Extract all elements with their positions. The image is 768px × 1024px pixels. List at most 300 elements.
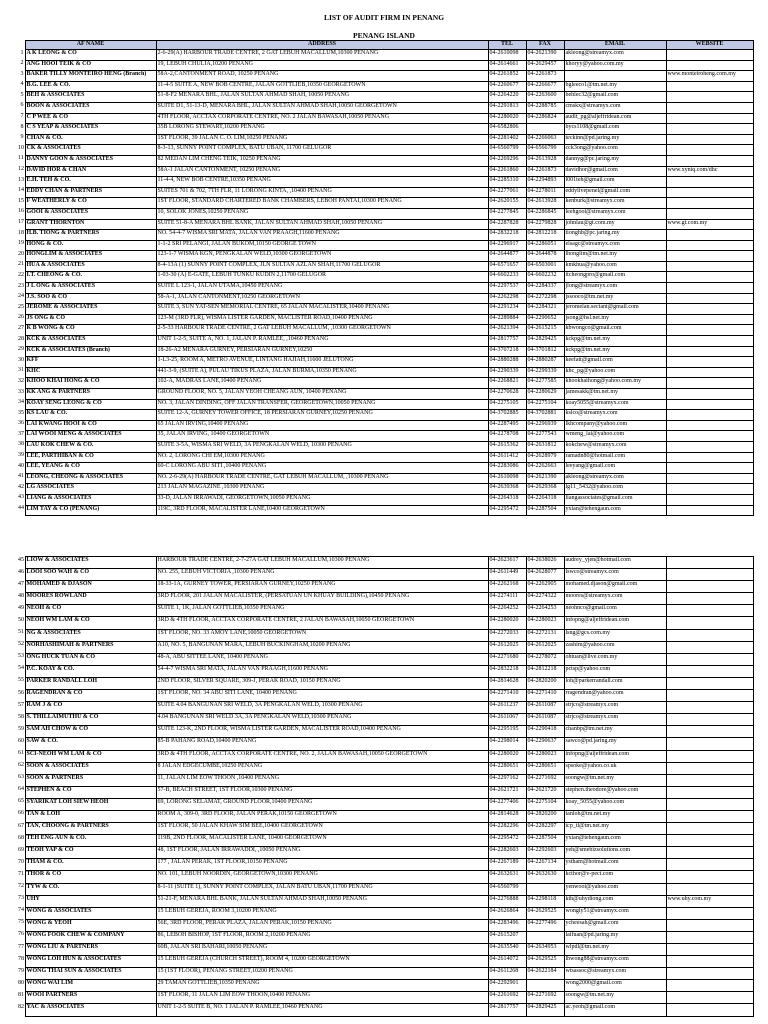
- fax: 04-2829425: [526, 336, 564, 347]
- row-number: 64: [17, 786, 25, 798]
- email[interactable]: strjco@streamyx.com: [564, 702, 666, 714]
- table-row: [17, 505, 753, 516]
- website: [666, 187, 753, 198]
- address: 119B, 2ND FLOOR, MACALISTER LANE, 10400 GEORGETOWN: [156, 835, 488, 847]
- website[interactable]: www.xyniq.com/dhc: [666, 166, 753, 177]
- website: [666, 738, 753, 750]
- firm-name: CHAN & CO.: [25, 134, 156, 145]
- email[interactable]: wmeng_lai@yahoo.com: [564, 431, 666, 442]
- firm-name: DANNY GOON & ASSOCIATES: [25, 155, 156, 166]
- email[interactable]: cmskx@streamyx.com: [564, 102, 666, 113]
- table-row: [17, 441, 753, 452]
- row-number: 60: [17, 738, 25, 750]
- tel: 04-2615362: [488, 441, 526, 452]
- email[interactable]: yenwooi@yahoo.com: [564, 883, 666, 895]
- fax: 04-2622184: [526, 968, 564, 980]
- table-row: [17, 124, 753, 135]
- fax: 04-2261873: [526, 166, 564, 177]
- tel: 04-2261692: [488, 992, 526, 1004]
- fax: 04-2271410: [526, 690, 564, 702]
- tel: 04-2277061: [488, 187, 526, 198]
- tel: 04-2287495: [488, 420, 526, 431]
- address: HARBOUR TRADE CENTRE, 2-7-27A GAT LEBUH MACALLUM,10300 PENANG: [156, 557, 488, 569]
- firm-name: NEOH & CO: [25, 605, 156, 617]
- row-number: 47: [17, 581, 25, 593]
- tel: 04-6582806: [488, 124, 526, 135]
- address: NO. 101, LEBUH NOORDIN, GEORGETOWN,10300 PENANG: [156, 871, 488, 883]
- table-row: [17, 389, 753, 400]
- tel: 04-2817757: [488, 1004, 526, 1016]
- tel: 04-2289884: [488, 314, 526, 325]
- email[interactable]: kokchew@streamyx.com: [564, 441, 666, 452]
- email[interactable]: loh@parkerrandall.com: [564, 677, 666, 689]
- email[interactable]: wtsassoc@streamyx.com: [564, 968, 666, 980]
- address: 15 LEBUH GEREJA, ROOM 3,10200 PENANG: [156, 907, 488, 919]
- fax: 04-2294893: [526, 177, 564, 188]
- document-title: LIST OF AUDIT FIRM IN PENANG: [323, 13, 445, 22]
- email[interactable]: johnlau@gt.com.my: [564, 219, 666, 230]
- firm-name: NEOH WM LAM & CO: [25, 617, 156, 629]
- website: [666, 980, 753, 992]
- email[interactable]: dannyg@pc.jaring.my: [564, 155, 666, 166]
- table-row: [17, 92, 753, 103]
- email[interactable]: stephen.theodore@yahoo.com: [564, 786, 666, 798]
- table-row: [17, 378, 753, 389]
- row-number: 71: [17, 871, 25, 883]
- firm-name: LIANG & ASSOCIATES: [25, 494, 156, 505]
- table-row: [17, 617, 753, 629]
- row-number: 82: [17, 1004, 25, 1016]
- email[interactable]: zashim@yahoo.com: [564, 641, 666, 653]
- website: [666, 198, 753, 209]
- row-number: 13: [17, 177, 25, 188]
- fax: 04-2629525: [526, 956, 564, 968]
- website: [666, 944, 753, 956]
- tel: 04-2260677: [488, 81, 526, 92]
- email[interactable]: infopng@aljeffridean.com: [564, 617, 666, 629]
- tel: 04-3707218: [488, 346, 526, 357]
- email[interactable]: neohnco@gmail.com: [564, 605, 666, 617]
- table-row: [17, 357, 753, 368]
- email[interactable]: khc_pg@yahoo.com: [564, 367, 666, 378]
- email[interactable]: akleong@streamyx.com: [564, 50, 666, 61]
- email[interactable]: teckinn@pd.jaring.my: [564, 134, 666, 145]
- email[interactable]: kcthor@v-pect.com: [564, 871, 666, 883]
- email[interactable]: yxian@tehengaun.com: [564, 505, 666, 516]
- address: 11, JALAN LIM EOW THOON ,10400 PENANG: [156, 774, 488, 786]
- tel: 04-2626864: [488, 907, 526, 919]
- website: [666, 859, 753, 871]
- address: A10, NO. 5, BANGUNAN MARA, LEBUH BUCKINGHAM,10200 PENANG: [156, 641, 488, 653]
- fax: 04-2280651: [526, 762, 564, 774]
- fax: 04-6602232: [526, 272, 564, 283]
- website: [666, 919, 753, 931]
- row-number: 46: [17, 569, 25, 581]
- row-number: 80: [17, 980, 25, 992]
- website: [666, 420, 753, 431]
- tel: 04-2287828: [488, 219, 526, 230]
- website: [666, 1004, 753, 1016]
- table-row: [17, 907, 753, 919]
- firm-name: EDDY CHAN & PARTNERS: [25, 187, 156, 198]
- website[interactable]: www.gt.com.my: [666, 219, 753, 230]
- table-row: [17, 71, 753, 82]
- email[interactable]: soongw@tm.net.my: [564, 992, 666, 1004]
- website: [666, 177, 753, 188]
- email[interactable]: pctsp@yahoo.com: [564, 665, 666, 677]
- tel: 04-2295195: [488, 726, 526, 738]
- row-number: 12: [17, 166, 25, 177]
- firm-name: GRANT THORNTON: [25, 219, 156, 230]
- email[interactable]: lsng@gcs.com.my: [564, 629, 666, 641]
- tel: 04-2639368: [488, 484, 526, 495]
- address: 102-A, MADRAS LANE,10400 PENANG: [156, 378, 488, 389]
- address: 441-3-9, (SUITE A), PULAU TIKUS PLAZA, JALAN BURMA,10350 PENANG: [156, 367, 488, 378]
- fax: 04-2266677: [526, 81, 564, 92]
- email[interactable]: ystham@hotmail.com: [564, 859, 666, 871]
- row-number: 3: [17, 71, 25, 82]
- fax: 04-2290652: [526, 314, 564, 325]
- firm-name: SOON & PARTNERS: [25, 774, 156, 786]
- email[interactable]: kckpg@tm.net.my: [564, 346, 666, 357]
- firm-name: BAKER TILLY MONTEIRO HENG (Branch): [25, 71, 156, 82]
- fax: 04-2261873: [526, 71, 564, 82]
- table-row: [17, 336, 753, 347]
- firm-name: LAU KOK CHEW & CO.: [25, 441, 156, 452]
- tel: 04-2612025: [488, 641, 526, 653]
- email[interactable]: koay_5055@yahoo.com: [564, 798, 666, 810]
- fax: 04-2820200: [526, 677, 564, 689]
- fax: 04-2880287: [526, 357, 564, 368]
- tel: 04-2621721: [488, 786, 526, 798]
- email[interactable]: kbwongco@gmail.com: [564, 325, 666, 336]
- address: 10, SOLOK JONES,10250 PENANG: [156, 208, 488, 219]
- website: [666, 431, 753, 442]
- table-row: [17, 702, 753, 714]
- email[interactable]: kmkhua@yahoo.com: [564, 261, 666, 272]
- email[interactable]: itcheongpro@gmail.com: [564, 272, 666, 283]
- fax: 04-2634953: [526, 944, 564, 956]
- email[interactable]: liangassociates@gmail.com: [564, 494, 666, 505]
- firm-name: HONG & CO.: [25, 240, 156, 251]
- address: 8-1-11 (SUITE 1), SUNNY POINT COMPLEX, JALAN BATU UBAN,11700 PENANG: [156, 883, 488, 895]
- row-number: 40: [17, 463, 25, 474]
- table-row: [17, 593, 753, 605]
- address: 177 , JALAN PERAK, 1ST FLOOR,10150 PENANG: [156, 859, 488, 871]
- fax: 04-2275104: [526, 399, 564, 410]
- email[interactable]: koay5055@streamyx.com: [564, 399, 666, 410]
- website: [666, 726, 753, 738]
- email[interactable]: elsagc@streamyx.com: [564, 240, 666, 251]
- row-number: 59: [17, 726, 25, 738]
- address: 11-4-5 SUITE A, NEW BOB CENTRE, JALAN GOTTLIEB,10350 GEORGETOWN: [156, 81, 488, 92]
- email[interactable]: infopng@aljeffridean.com: [564, 750, 666, 762]
- row-number: 54: [17, 665, 25, 677]
- email[interactable]: ohtuan@live.com.my: [564, 653, 666, 665]
- fax: 04-2298118: [526, 895, 564, 907]
- tel: 04-2285310: [488, 177, 526, 188]
- email[interactable]: khookhaihong@yahoo.com.my: [564, 378, 666, 389]
- table-row: [17, 208, 753, 219]
- email[interactable]: spsoke@yahoo.co.uk: [564, 762, 666, 774]
- website: [666, 810, 753, 822]
- tel: 04-2297162: [488, 774, 526, 786]
- email[interactable]: jlong@streamyx.com: [564, 283, 666, 294]
- website: [666, 367, 753, 378]
- row-number: 77: [17, 944, 25, 956]
- email[interactable]: moores@streamyx.com: [564, 593, 666, 605]
- email[interactable]: akleong@streamyx.com: [564, 473, 666, 484]
- firm-name: SCI-NEOH WM LAM & CO: [25, 750, 156, 762]
- website: [666, 653, 753, 665]
- firm-name: S. THILLAIMUTHU & CO: [25, 714, 156, 726]
- fax: 04-2262663: [526, 463, 564, 474]
- email[interactable]: lhonglim@tm.net.my: [564, 251, 666, 262]
- website: [666, 357, 753, 368]
- website: [666, 569, 753, 581]
- tel: 04-2614661: [488, 60, 526, 71]
- table-row: [17, 665, 753, 677]
- email[interactable]: laifuan@pd.jaring.my: [564, 931, 666, 943]
- tel: 04-2295472: [488, 835, 526, 847]
- table-row: [17, 304, 753, 315]
- row-number: 1: [17, 50, 25, 61]
- tel: 04-2610098: [488, 50, 526, 61]
- email[interactable]: cck3ong@yahoo.com: [564, 145, 666, 156]
- table-row: [17, 968, 753, 980]
- row-number: 65: [17, 798, 25, 810]
- email[interactable]: mohamed.djason@gmail.com: [564, 581, 666, 593]
- email[interactable]: keefatt@gmail.com: [564, 357, 666, 368]
- fax: 04-2286824: [526, 113, 564, 124]
- address: 69, LORONG SELAMAT, GROUND FLOOR,10400 PENANG: [156, 798, 488, 810]
- header-number: [17, 41, 25, 50]
- website: [666, 452, 753, 463]
- firm-name: WONG THAI SUN & ASSOCIATES: [25, 968, 156, 980]
- row-number: 41: [17, 473, 25, 484]
- table-row: [17, 346, 753, 357]
- fax: 04-2287504: [526, 505, 564, 516]
- tel: 04-2271680: [488, 653, 526, 665]
- email[interactable]: ramadn80@hotmail.com: [564, 452, 666, 463]
- fax: 04-2286051: [526, 240, 564, 251]
- address: 8-4-13A (1) SUNNY POINT COMPLEX, JLN SULTAN AZLAN SHAH,11700 GELUGOR: [156, 261, 488, 272]
- fax: 04-2277496: [526, 919, 564, 931]
- table-row: [17, 690, 753, 702]
- tel: 04-2817757: [488, 336, 526, 347]
- website: [666, 134, 753, 145]
- tel: 04-2292901: [488, 980, 526, 992]
- fax: 04-2296939: [526, 420, 564, 431]
- email[interactable]: tionghb@pc.jaring.my: [564, 230, 666, 241]
- table-row: [17, 155, 753, 166]
- row-number: 70: [17, 859, 25, 871]
- fax: 04-2272298: [526, 293, 564, 304]
- email[interactable]: wongly51@streamyx.com: [564, 907, 666, 919]
- website: [666, 155, 753, 166]
- email[interactable]: leehgooi@streamyx.com: [564, 208, 666, 219]
- firm-name: BEH & ASSOCIATES: [25, 92, 156, 103]
- email[interactable]: jssooco@tm.net.my: [564, 293, 666, 304]
- row-number: 25: [17, 304, 25, 315]
- table-row: [17, 798, 753, 810]
- tel: 04-2275105: [488, 399, 526, 410]
- email[interactable]: sawco@pd.jaring.my: [564, 738, 666, 750]
- email[interactable]: lkhcompany@yahoo.com: [564, 420, 666, 431]
- tel: 04-2277406: [488, 798, 526, 810]
- address: 119C, 3RD FLOOR, MACALISTER LANE,10400 GEORGETOWN: [156, 505, 488, 516]
- fax: 04-2829425: [526, 1004, 564, 1016]
- firm-name: C S YEAP & ASSOCIATES: [25, 124, 156, 135]
- email[interactable]: lg11_5432@yahoo.com: [564, 484, 666, 495]
- email[interactable]: strjco@streamyx.com: [564, 714, 666, 726]
- email[interactable]: lhwong88@streamyx.com: [564, 956, 666, 968]
- firm-name: A K LEONG & CO: [25, 50, 156, 61]
- tel: 04-2814628: [488, 810, 526, 822]
- row-number: 50: [17, 617, 25, 629]
- website: [666, 690, 753, 702]
- email[interactable]: soongw@tm.net.my: [564, 774, 666, 786]
- email[interactable]: bgleeco1@tm.net.my: [564, 81, 666, 92]
- row-number: 58: [17, 714, 25, 726]
- email[interactable]: rragendran@yahoo.com: [564, 690, 666, 702]
- tel: 04-2283086: [488, 463, 526, 474]
- row-number: 68: [17, 835, 25, 847]
- email[interactable]: audit_pg@aljeffridean.com: [564, 113, 666, 124]
- email[interactable]: khoryy@yahoo.com.my: [564, 60, 666, 71]
- email[interactable]: leeyang@gmail.com: [564, 463, 666, 474]
- tel: 04-2291234: [488, 304, 526, 315]
- website: [666, 823, 753, 835]
- address: 4TH FLOOR, ACCTAX CORPORATE CENTRE, NO. 2 JALAN BAWASAH,10050 PENANG: [156, 113, 488, 124]
- fax: 04-2288785: [526, 102, 564, 113]
- fax: 04-2271692: [526, 992, 564, 1004]
- fax: 04-2290418: [526, 726, 564, 738]
- email[interactable]: davidhor@gmail.com: [564, 166, 666, 177]
- address: 1-1-2 SRI PELANGI, JALAN BUKOM,10150 GEORGE TOWN: [156, 240, 488, 251]
- email[interactable]: ycheesah@gmail.com: [564, 919, 666, 931]
- website[interactable]: www.monteiroheng.com.my: [666, 71, 753, 82]
- row-number: 2: [17, 60, 25, 71]
- table-row: [17, 557, 753, 569]
- address: NO. 3, JALAN DINDING, OFF JALAN TRANSFER, GEORGETOWN,10050 PENANG: [156, 399, 488, 410]
- email[interactable]: yeh@smebizsolutions.com: [564, 847, 666, 859]
- audit-firm-table-part1: [17, 40, 754, 516]
- table-row: [17, 629, 753, 641]
- email[interactable]: bycs1108@gmail.com: [564, 124, 666, 135]
- email[interactable]: chanbp@tm.net.my: [564, 726, 666, 738]
- tel: 04-2281402: [488, 134, 526, 145]
- address: 4.04 BANGUNAN SRI WELD 3A, 3A PENGKALAN WELD,10300 PENANG: [156, 714, 488, 726]
- firm-name: KOAY SENG LEONG & CO: [25, 399, 156, 410]
- email[interactable]: tcp_tl@tm.net.my: [564, 823, 666, 835]
- website: [666, 714, 753, 726]
- firm-name: RAM J & CO: [25, 702, 156, 714]
- website: [666, 272, 753, 283]
- email[interactable]: behlec32@gmail.com: [564, 92, 666, 103]
- fax: 04-2621390: [526, 50, 564, 61]
- email[interactable]: tanloh@tm.net.my: [564, 810, 666, 822]
- firm-name: YAC & ASSOCIATES: [25, 1004, 156, 1016]
- table-row: [17, 431, 753, 442]
- website: [666, 314, 753, 325]
- email[interactable]: ac.yeoh@gmail.com: [564, 1004, 666, 1016]
- firm-name: HUA & ASSOCIATES: [25, 261, 156, 272]
- website: [666, 378, 753, 389]
- website[interactable]: www.uhy.com.my: [666, 895, 753, 907]
- email[interactable]: kenburk@streamyx.com: [564, 198, 666, 209]
- firm-name: SOON & ASSOCIATES: [25, 762, 156, 774]
- email[interactable]: l001teh@gmail.com: [564, 177, 666, 188]
- tel: 04-2832218: [488, 665, 526, 677]
- website: [666, 102, 753, 113]
- table-row: [17, 473, 753, 484]
- row-number: 5: [17, 92, 25, 103]
- row-number: 75: [17, 919, 25, 931]
- firm-name: WONG WAI LIM: [25, 980, 156, 992]
- fax: 04-2631812: [526, 441, 564, 452]
- tel: 04-2280020: [488, 617, 526, 629]
- address: 54-4-7 WISMA SRI MATA, JALAN VAN PRAAGH,11600 PENANG: [156, 665, 488, 677]
- row-number: 57: [17, 702, 25, 714]
- email[interactable]: jsong@hsl.net.my: [564, 314, 666, 325]
- email[interactable]: kckpg@tm.net.my: [564, 336, 666, 347]
- firm-name: DAVID HOR & CHAN: [25, 166, 156, 177]
- address: 57-B, BEACH STREET, 1ST FLOOR,10300 PENANG: [156, 786, 488, 798]
- tel: 04-2268821: [488, 378, 526, 389]
- firm-name: THAM & CO.: [25, 859, 156, 871]
- address: 11-4-4, NEW BOB CENTRE,10350 PENANG: [156, 177, 488, 188]
- firm-name: SAW & CO.: [25, 738, 156, 750]
- address: 51-8-F2 MENARA BHL, JALAN SULTAN AHMAD SHAH, 10050 PENANG: [156, 92, 488, 103]
- firm-name: E.H. TEH & CO.: [25, 177, 156, 188]
- email[interactable]: jeromelan.sectant@gmail.com: [564, 304, 666, 315]
- firm-name: RAGENDRAN & CO: [25, 690, 156, 702]
- email[interactable]: kth@uhydiong.com: [564, 895, 666, 907]
- website: [666, 702, 753, 714]
- email[interactable]: eddylivepenel@gmail.com: [564, 187, 666, 198]
- address: 213 JALAN MAGAZINE ,10300 PENANG: [156, 484, 488, 495]
- email[interactable]: jamesakk@tm.net.my: [564, 389, 666, 400]
- table-row: [17, 931, 753, 943]
- email[interactable]: wlpdl@tm.net.my: [564, 944, 666, 956]
- fax: 04-3701812: [526, 346, 564, 357]
- tel: 04-6571657: [488, 261, 526, 272]
- table-row: [17, 494, 753, 505]
- fax: 04-2812218: [526, 665, 564, 677]
- firm-name: LOOI SOO WAH & CO: [25, 569, 156, 581]
- email[interactable]: lswco@streamyx.com: [564, 569, 666, 581]
- tel: 04-2262298: [488, 293, 526, 304]
- email[interactable]: kslco@streamyx.com: [564, 410, 666, 421]
- firm-name: KCK & ASSOCIATES: [25, 336, 156, 347]
- website: [666, 798, 753, 810]
- firm-name: THOR & CO: [25, 871, 156, 883]
- row-number: 55: [17, 677, 25, 689]
- tel: 04-2283496: [488, 919, 526, 931]
- website: [666, 441, 753, 452]
- table-row: [17, 452, 753, 463]
- tel: 04-6560799: [488, 883, 526, 895]
- table-row: [17, 272, 753, 283]
- email[interactable]: audrey_yjen@hotmail.com: [564, 557, 666, 569]
- fax: 04-2644878: [526, 251, 564, 262]
- address: 2-6-29(A) HARBOUR TRADE CENTRE, 2 GAT LEBUH MACALLUM,10300 PENANG: [156, 50, 488, 61]
- email[interactable]: yxian@tehengaun.com: [564, 835, 666, 847]
- address: ROOM A, 309-0, 3RD FLOOR, JALAN PERAK,10150 GEORGETOWN: [156, 810, 488, 822]
- email[interactable]: wong2000@gmail.com: [564, 980, 666, 992]
- row-number: 52: [17, 641, 25, 653]
